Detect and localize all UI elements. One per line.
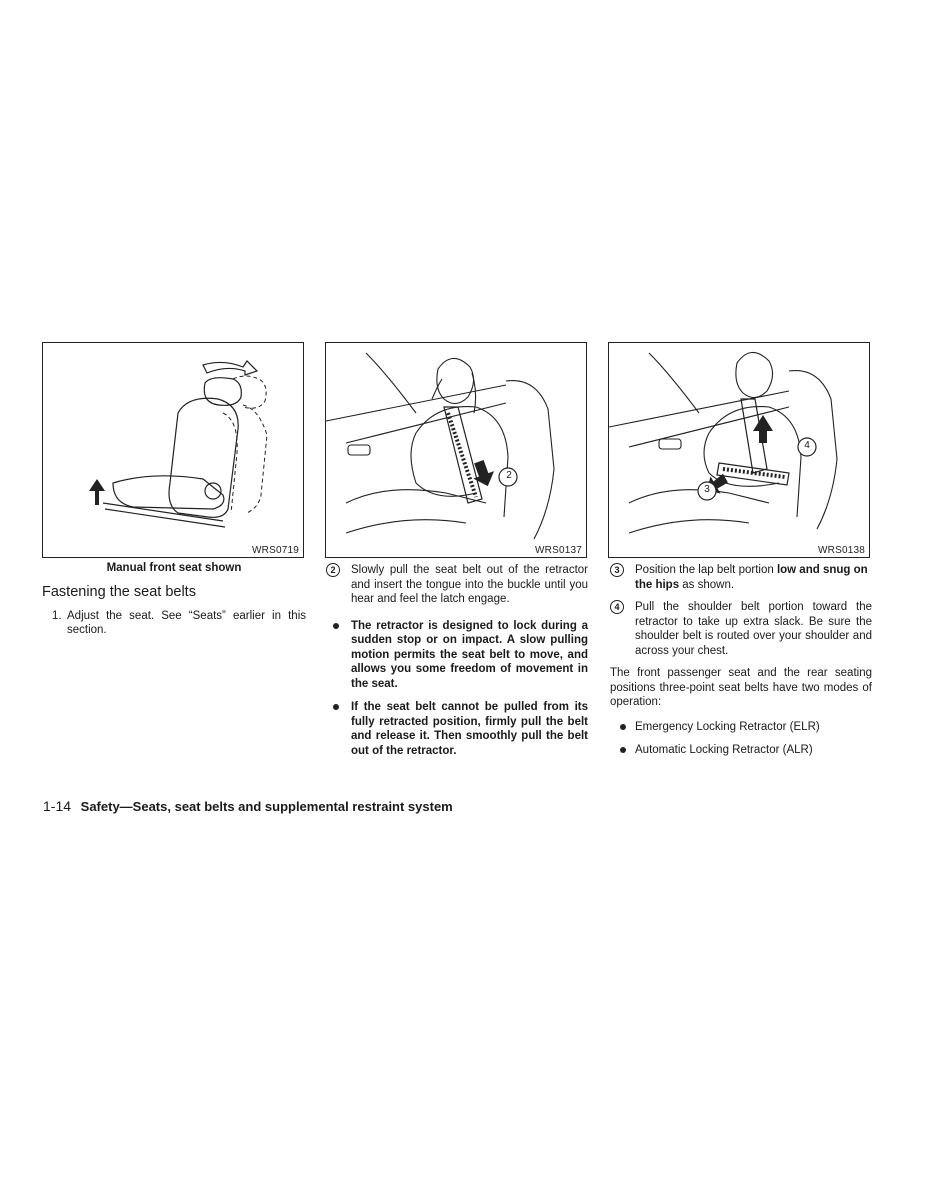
column-2: [326, 563, 588, 767]
mode-text: Automatic Locking Retractor (ALR): [635, 744, 813, 756]
step-2: [326, 563, 588, 607]
figure-seat-illustration: [42, 342, 304, 558]
footer-title: Safety—Seats, seat belts and supplemental restraint system: [80, 799, 453, 814]
mode-text: Emergency Locking Retractor (ELR): [635, 720, 820, 733]
bullet-dot-icon: [333, 623, 339, 629]
callout-3: 3: [704, 484, 710, 495]
step-text-emphasis: low and snug on the hips: [635, 564, 868, 591]
bullet-text: If the seat belt cannot be pulled from its fully retracted position, firmly pull the belt and release it. Then smoothly pull the belt out of the retractor.: [351, 701, 588, 757]
page-number: 1-14: [43, 798, 72, 814]
bullet-text: The retractor is designed to lock during a sudden stop or on impact. A slow pulling motion permits the seat belt to move, and allows you some freedom of movement in the seat.: [351, 619, 588, 690]
lap-belt-drawing: [609, 343, 869, 557]
step-number: 3: [610, 563, 624, 577]
modes-paragraph: The front passenger seat and the rear seating positions three-point seat belts have two modes of operation:: [610, 667, 872, 708]
step-number: 4: [610, 600, 624, 614]
figure-pull-belt-illustration: [325, 342, 587, 558]
seat-adjust-drawing: [43, 343, 303, 557]
step-number: 1.: [52, 609, 62, 622]
bullet-dot-icon: [620, 747, 626, 753]
step-1: [42, 609, 306, 638]
step-text: Adjust the seat. See “Seats” earlier in this section.: [67, 609, 306, 636]
callout-4: 4: [804, 440, 810, 451]
warning-bullet: [326, 619, 588, 692]
step-3: [610, 563, 872, 592]
bullet-dot-icon: [333, 704, 339, 710]
warning-bullet: [326, 700, 588, 758]
figure-code: WRS0137: [535, 545, 582, 556]
step-text-pre: Position the lap belt portion: [635, 564, 777, 576]
pull-belt-drawing: [326, 343, 586, 557]
page-footer: [43, 798, 453, 815]
figure-code: WRS0138: [818, 545, 865, 556]
figure-code: WRS0719: [252, 545, 299, 556]
callout-2: 2: [506, 470, 512, 481]
column-1: [42, 561, 306, 638]
step-text: Slowly pull the seat belt out of the retractor and insert the tongue into the buckle until you hear and feel the latch engage.: [351, 564, 588, 605]
bullet-dot-icon: [620, 724, 626, 730]
figure-lap-belt-illustration: [608, 342, 870, 558]
step-number: 2: [326, 563, 340, 577]
section-heading: Fastening the seat belts: [42, 583, 196, 600]
step-text: Pull the shoulder belt portion toward the retractor to take up extra slack. Be sure the shoulder belt is routed over your shoulder and across your chest.: [635, 601, 872, 657]
mode-item: [610, 720, 872, 735]
step-text-post: as shown.: [679, 578, 735, 591]
figure-caption: Manual front seat shown: [106, 562, 242, 574]
step-4: [610, 600, 872, 658]
mode-item: [610, 743, 872, 758]
column-3: [610, 563, 872, 767]
